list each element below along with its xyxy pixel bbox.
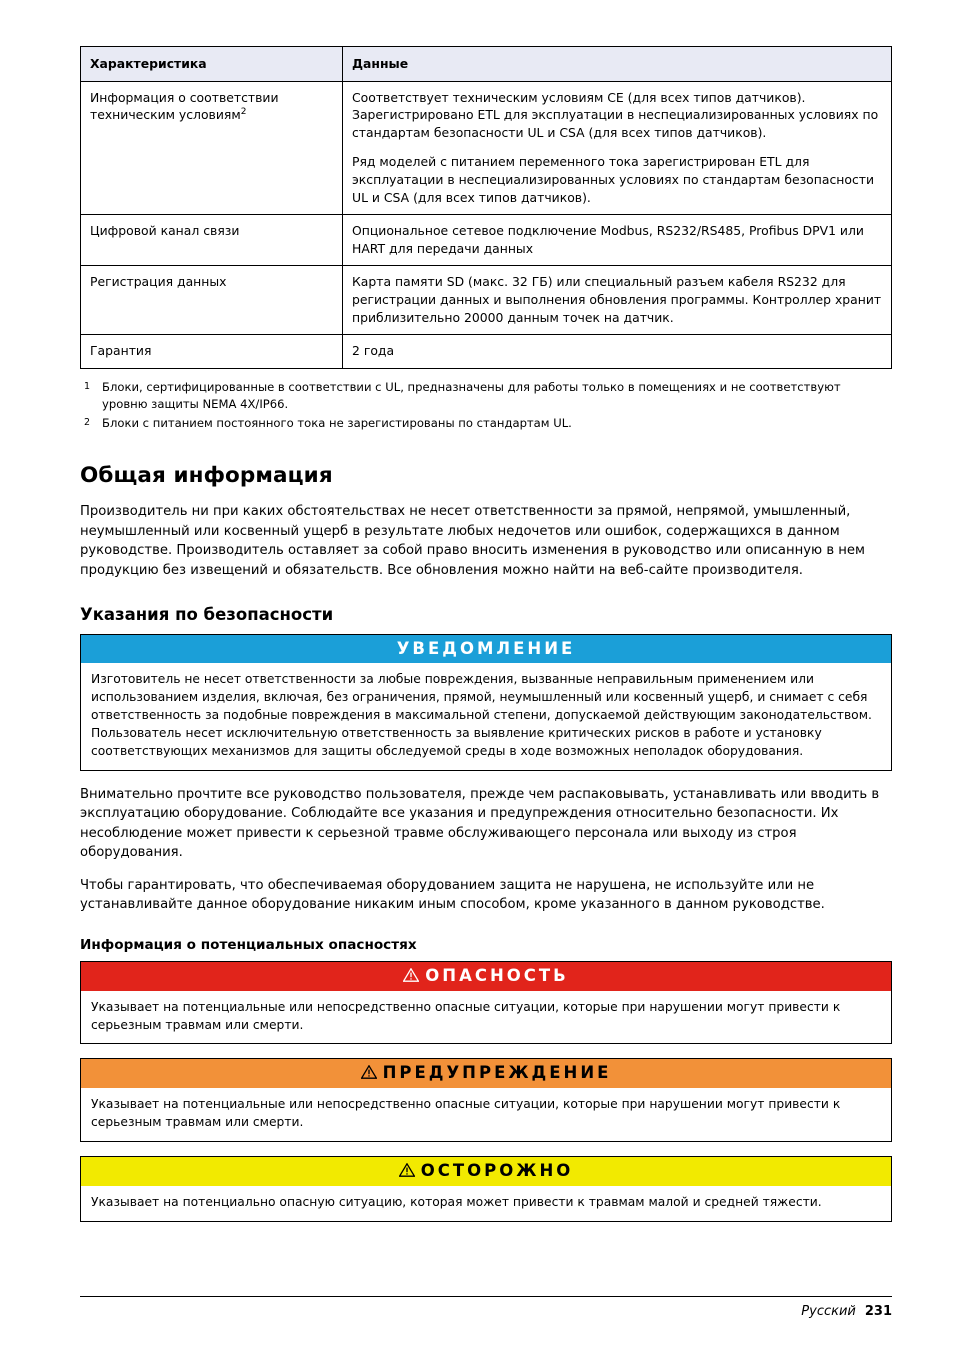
section-title-hazards: Информация о потенциальных опасностях bbox=[80, 936, 417, 953]
cell-paragraph: Ряд моделей с питанием переменного тока зарегистрирован ETL для эксплуатации в неспециализированных условиях по стандартам безопасности UL и CSA (для всех типов датчиков). bbox=[352, 154, 875, 205]
footnotes bbox=[80, 379, 880, 431]
footnote-number: 2 bbox=[84, 416, 91, 428]
column-header-feature: Характеристика bbox=[81, 47, 343, 82]
general-information-paragraph: Производитель ни при каких обстоятельствах не несет ответственности за прямой, непрямой, умышленный, неумышленный или косвенный ущерб в результате любых недочетов или ошибок, содержащихся в данном руководстве. Производитель оставляет за собой право вносить изменения в руководство или описанную в нем продукцию без извещений и обязательств. Все обновления можно найти на веб-сайте производителя. bbox=[80, 504, 865, 578]
table-head bbox=[81, 47, 892, 82]
danger-bar bbox=[81, 962, 891, 991]
warning-bar-label: ПРЕДУПРЕЖДЕНИЕ bbox=[382, 1063, 612, 1083]
safety-paragraph-2: Чтобы гарантировать, что обеспечиваемая оборудованием защита не нарушена, не используйте или не устанавливайте данное оборудование никаким иным способом, кроме указанного в данном руководстве. bbox=[80, 877, 825, 913]
page-footer bbox=[801, 1304, 892, 1319]
feature-footnote-marker: 2 bbox=[240, 107, 247, 118]
danger-box bbox=[80, 961, 892, 1045]
cell-paragraph: Опциональное сетевое подключение Modbus, RS232/RS485, Profibus DPV1 или HART для передачи данных bbox=[352, 223, 864, 256]
warning-triangle-icon bbox=[361, 1064, 377, 1083]
notice-text: Изготовитель не несет ответственности за любые повреждения, вызванные неправильным применением или использованием изделия, включая, без ограничения, прямой, неумышленный или косвенный ущерб, и снимает с себя ответственность за подобные повреждения в максимальной степени, допускаемой действующим законодательством. Пользователь несет исключительную ответственность за выявление критических рисков в работе и установку соответствующих механизмов для защиты обследуемой среды в ходе возможных неполадок оборудования. bbox=[91, 672, 872, 758]
section-title-general-information: Общая информация bbox=[80, 463, 333, 489]
cell-data bbox=[343, 266, 892, 335]
cell-data bbox=[343, 215, 892, 266]
table-header-row bbox=[81, 47, 892, 82]
cell-paragraph: Карта памяти SD (макс. 32 ГБ) или специальный разъем кабеля RS232 для регистрации данных и выполнения обновления программы. Контроллер хранит приблизительно 20000 данным точек на датчик. bbox=[352, 274, 882, 325]
cell-feature: Гарантия bbox=[81, 335, 343, 369]
table-row bbox=[81, 215, 892, 266]
notice-body bbox=[81, 663, 891, 769]
column-header-data: Данные bbox=[343, 47, 892, 82]
footnote-item bbox=[80, 379, 880, 413]
cell-data bbox=[343, 81, 892, 215]
footnote-text: Блоки с питанием постоянного тока не зарегистированы по стандартам UL. bbox=[102, 415, 572, 430]
cell-feature: Цифровой канал связи bbox=[81, 215, 343, 266]
caution-box bbox=[80, 1156, 892, 1222]
table-row bbox=[81, 266, 892, 335]
caution-bar bbox=[81, 1157, 891, 1186]
warning-box bbox=[80, 1058, 892, 1142]
warning-bar bbox=[81, 1059, 891, 1088]
notice-box bbox=[80, 634, 892, 770]
table-row bbox=[81, 81, 892, 215]
warning-triangle-icon bbox=[403, 967, 419, 986]
cell-paragraph: Соответствует техническим условиям CE (для всех типов датчиков). Зарегистрировано ETL для эксплуатации в неспециализированных условиях по стандартам безопасности UL и CSA (для всех типов датчиков). bbox=[352, 89, 879, 140]
footnote-text: Блоки, сертифицированные в соответствии с UL, предназначены для работы только в помещениях и не соответствуют уровню защиты NEMA 4X/IP66. bbox=[102, 379, 841, 411]
warning-text: Указывает на потенциальные или непосредственно опасные ситуации, которые при нарушении могут привести к серьезным травмам или смерти. bbox=[91, 1097, 841, 1130]
footnote-item bbox=[80, 415, 880, 432]
cell-paragraph: 2 года bbox=[352, 343, 395, 359]
page-content bbox=[80, 0, 892, 1236]
footnote-number: 1 bbox=[84, 380, 91, 392]
caution-body bbox=[81, 1186, 891, 1221]
danger-text: Указывает на потенциальные или непосредственно опасные ситуации, которые при нарушении могут привести к серьезным травмам или смерти. bbox=[91, 999, 841, 1032]
warning-triangle-icon bbox=[399, 1162, 415, 1181]
table-body bbox=[81, 81, 892, 368]
footer-page-number: 231 bbox=[864, 1304, 892, 1319]
danger-body bbox=[81, 991, 891, 1044]
footer-language: Русский bbox=[801, 1304, 856, 1319]
warning-body bbox=[81, 1088, 891, 1141]
caution-text: Указывает на потенциально опасную ситуацию, которая может привести к травмам малой и средней тяжести. bbox=[91, 1195, 822, 1210]
notice-bar-label: УВЕДОМЛЕНИЕ bbox=[81, 635, 891, 663]
table-row bbox=[81, 335, 892, 369]
feature-text: Информация о соответствии техническим условиям bbox=[90, 89, 279, 123]
cell-data bbox=[343, 335, 892, 369]
footer-divider bbox=[80, 1296, 892, 1297]
specifications-table bbox=[80, 46, 892, 369]
safety-paragraph-1: Внимательно прочтите все руководство пользователя, прежде чем распаковывать, устанавливать или вводить в эксплуатацию оборудование. Соблюдайте все указания и предупреждения относительно безопасности. Их несоблюдение может привести к серьезной травме обслуживающего персонала или выходу из строя оборудования. bbox=[80, 786, 880, 861]
section-title-safety: Указания по безопасности bbox=[80, 605, 334, 625]
danger-bar-label: ОПАСНОСТЬ bbox=[425, 965, 569, 985]
cell-feature: Регистрация данных bbox=[81, 266, 343, 335]
cell-feature bbox=[81, 81, 343, 215]
caution-bar-label: ОСТОРОЖНО bbox=[420, 1161, 574, 1181]
